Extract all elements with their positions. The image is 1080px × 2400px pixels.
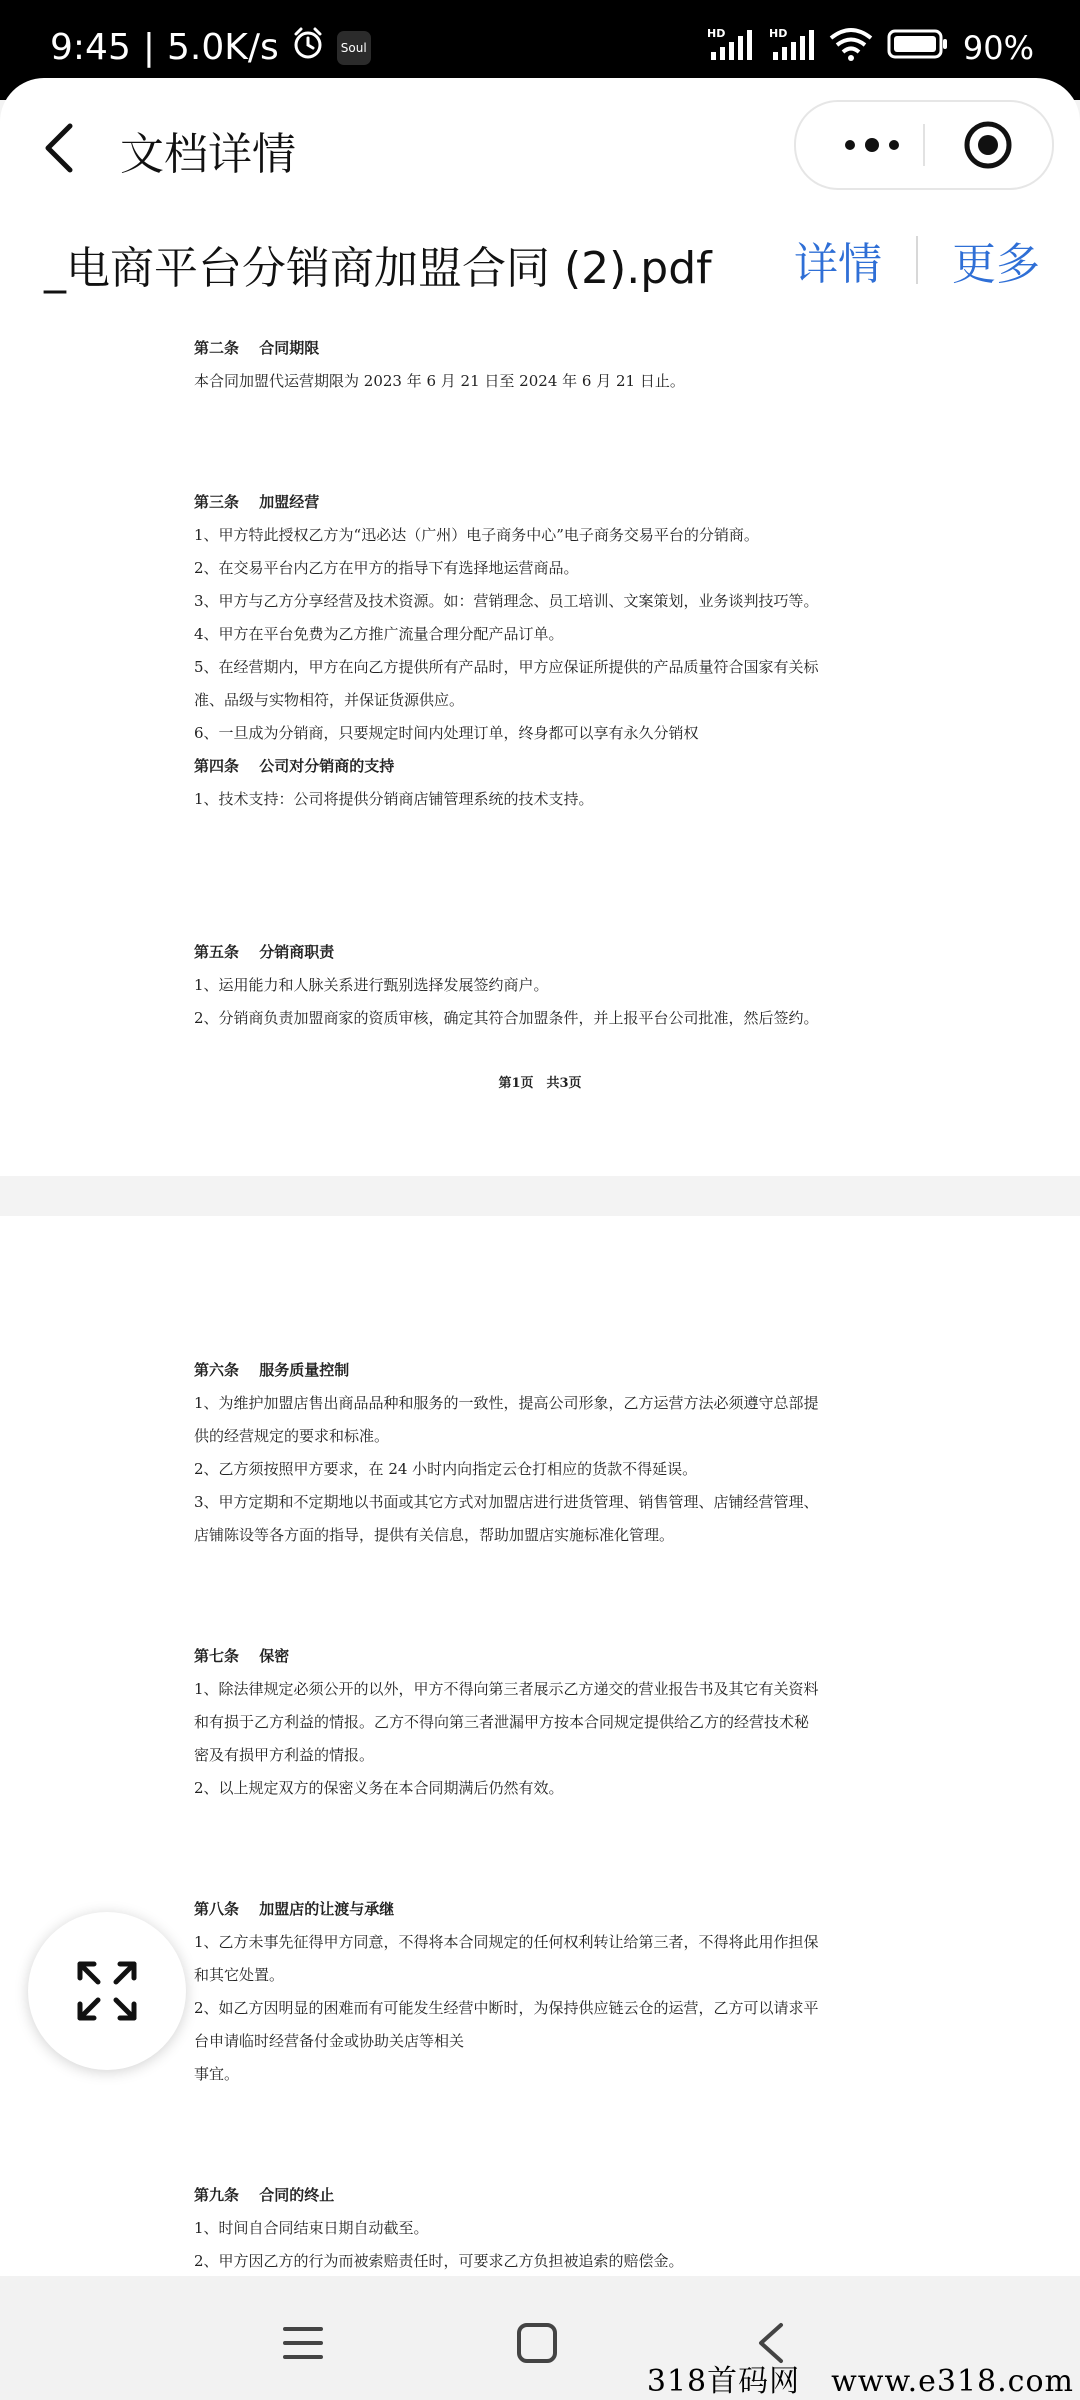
clause-heading: 第二条 合同期限 [194,339,320,357]
home-square-icon [515,2321,559,2365]
hd-label-1: HD [706,27,726,40]
page-title: 文档详情 [120,129,296,180]
more-dots-icon [842,137,902,153]
document-page-1[interactable] [0,310,1080,1176]
page-2-content [194,1354,894,2356]
watermark: 318首码网 www.e318.com [646,2364,1074,2399]
alarm-icon [291,26,325,69]
fullscreen-button[interactable] [28,1912,186,2070]
details-link[interactable]: 详情 [794,239,882,290]
doc-line: 事宜。 [194,2065,240,2083]
doc-line: 3、甲方与乙方分享经营及技术资源。如：营销理念、员工培训、文案策划，业务谈判技巧等。 [194,592,819,610]
doc-line: 1、为维护加盟店售出商品品种和服务的一致性，提高公司形象，乙方运营方法必须遵守总部提 [194,1394,819,1412]
clause-heading: 第六条 服务质量控制 [194,1361,350,1379]
network-speed: 5.0K/s [166,27,279,68]
wifi-icon [829,26,873,70]
system-nav-bar [0,2276,1080,2400]
doc-line: 供的经营规定的要求和标准。 [194,1427,390,1445]
header [0,78,1080,310]
clause-heading: 第九条 合同的终止 [194,2186,335,2204]
home-button[interactable] [492,2298,582,2388]
chevron-left-icon [40,122,80,174]
more-link[interactable]: 更多 [952,239,1040,290]
document-page-2[interactable] [0,1216,1080,2276]
doc-line: 1、除法律规定必须公开的以外，甲方不得向第三者展示乙方递交的营业报告书及其它有关资料 [194,1680,819,1698]
clause-heading: 第七条 保密 [194,1647,290,1665]
status-time: 9:45 [50,27,131,68]
doc-line: 6、一旦成为分销商，只要规定时间内处理订单，终身都可以享有永久分销权 [194,724,699,742]
doc-line: 2、乙方须按照甲方要求，在 24 小时内向指定云仓打相应的货款不得延误。 [194,1460,698,1478]
doc-line: 准、品级与实物相符，并保证货源供应。 [194,691,465,709]
status-left [50,26,371,69]
doc-line: 店铺陈设等各方面的指导，提供有关信息，帮助加盟店实施标准化管理。 [194,1526,675,1544]
doc-line: 3、甲方定期和不定期地以书面或其它方式对加盟店进行进货管理、销售管理、店铺经营管理、 [194,1493,819,1511]
clause-heading: 第八条 加盟店的让渡与承继 [194,1900,395,1918]
status-divider: | [142,27,155,68]
doc-line: 2、分销商负责加盟商家的资质审核，确定其符合加盟条件，并上报平台公司批准，然后签约。 [194,1009,819,1027]
battery-level: 90% [962,29,1034,67]
status-right [705,26,1034,70]
clause-heading: 第四条 公司对分销商的支持 [194,757,395,775]
doc-line: 4、甲方在平台免费为乙方推广流量合理分配产品订单。 [194,625,564,643]
doc-line: 1、甲方特此授权乙方为“迅必达（广州）电子商务中心”电子商务交易平台的分销商。 [194,526,759,544]
header-links [794,228,1040,292]
doc-line: 2、如乙方因明显的困难而有可能发生经营中断时，为保持供应链云仓的运营，乙方可以请求平 [194,1999,819,2017]
links-divider [916,236,918,284]
doc-line: 2、甲方因乙方的行为而被索赔责任时，可要求乙方负担被追索的赔偿金。 [194,2252,684,2270]
back-button[interactable] [32,116,88,180]
target-close-icon [962,119,1014,171]
menu-icon [281,2323,325,2363]
signal-icon-1 [705,26,753,70]
more-options-button[interactable] [824,102,920,188]
doc-line: 台申请临时经营备付金或协助关店等相关 [194,2032,465,2050]
mini-program-capsule [794,100,1054,190]
clause-heading: 第三条 加盟经营 [194,493,320,511]
recents-button[interactable] [258,2298,348,2388]
doc-line: 2、在交易平台内乙方在甲方的指导下有选择地运营商品。 [194,559,579,577]
doc-line: 2、以上规定双方的保密义务在本合同期满后仍然有效。 [194,1779,564,1797]
doc-line: 本合同加盟代运营期限为 2023 年 6 月 21 日至 2024 年 6 月 21 日止。 [194,372,685,390]
signal-icon-2 [767,26,815,70]
doc-line: 1、乙方未事先征得甲方同意，不得将本合同规定的任何权利转让给第三者，不得将此用作担保 [194,1933,819,1951]
hd-label-2: HD [768,27,788,40]
clause-heading: 第五条 分销商职责 [194,943,335,961]
expand-icon [74,1958,140,2024]
doc-line: 密及有损甲方利益的情报。 [194,1746,375,1764]
page-number: 第1页 共3页 [498,1076,582,1091]
soul-app-icon: Soul [337,31,371,65]
doc-line: 1、技术支持：公司将提供分销商店铺管理系统的技术支持。 [194,790,594,808]
file-name: _电商平台分销商加盟合同 (2).pdf [44,243,712,294]
page-1-content [194,332,894,1035]
doc-line: 1、时间自合同结束日期自动截至。 [194,2219,429,2237]
doc-line: 和其它处置。 [194,1966,285,1984]
capsule-divider [923,124,925,166]
doc-line: 1、运用能力和人脉关系进行甄别选择发展签约商户。 [194,976,549,994]
doc-line: 5、在经营期内，甲方在向乙方提供所有产品时，甲方应保证所提供的产品质量符合国家有关标 [194,658,819,676]
doc-line: 和有损于乙方利益的情报。乙方不得向第三者泄漏甲方按本合同规定提供给乙方的经营技术秘 [194,1713,810,1731]
battery-icon [887,28,949,68]
close-mini-program-button[interactable] [926,102,1050,188]
